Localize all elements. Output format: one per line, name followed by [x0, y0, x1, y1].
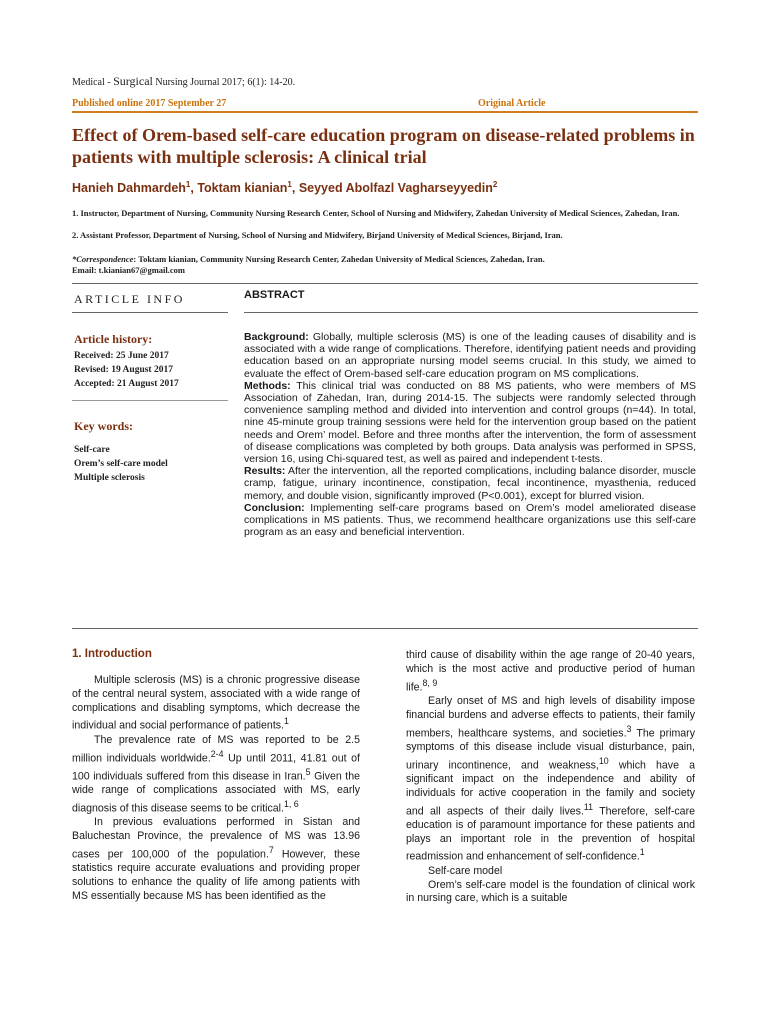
revised-date: Revised: 19 August 2017 [74, 365, 173, 375]
author-name: Seyyed Abolfazl Vagharseyyedin [298, 181, 493, 196]
abstract-conclusion: Conclusion: Implementing self-care programs based on Orem’s model ameliorated disease complications in MS patients. Thus, we recommend healthcare organizations use this self-care program as an easy and beneficial intervention. [244, 501, 696, 539]
affiliation-1: 1. Instructor, Department of Nursing, Community Nursing Research Center, School of Nursing and Midwifery, Zahedan University of Medical Sciences, Zahedan, Iran. [72, 208, 680, 218]
article-history-heading: Article history: [74, 332, 153, 346]
affiliation-2: 2. Assistant Professor, Department of Nursing, School of Nursing and Midwifery, Birjand University of Medical Sciences, Birjand, Iran. [72, 230, 563, 240]
author-list: Hanieh Dahmardeh$^1$, Toktam kianian$^1$, Seyyed Abolfazl Vagharseyyedin$^2$ [72, 180, 498, 196]
keyword: Self-care [74, 445, 110, 455]
publication-row [72, 98, 696, 109]
author-name: Hanieh Dahmardeh [72, 181, 186, 196]
paragraph: Multiple sclerosis (MS) is a chronic progressive disease of the central neural system, associated with a wide range of complications and disabling symptoms, which decrease the individual and social performance of patients.$^1$ [72, 674, 360, 732]
paragraph: Orem’s self-care model is the foundation of clinical work in nursing care, which is a suitable [406, 878, 695, 905]
correspondence-email[interactable]: Email: t.kianian67@gmail.com [72, 265, 185, 275]
abstract-methods: Methods: This clinical trial was conducted on 88 MS patients, who were members of MS Association of Zahedan, Iran, during 2014-15. The subjects were randomly selected through convenience sampling method and divided into intervention and control groups (n=44). In total, nine 45-minute group training sessions were held for the intervention group based on the patient needs and Orem’ model. Before and three months after the intervention, the form of assessment of disease complications was completed by both groups. Data analysis was performed in SPSS, version 16, using Chi-squared test, as well as paired and independent t-tests. [244, 379, 696, 466]
accepted-date: Accepted: 21 August 2017 [74, 379, 179, 389]
divider [72, 312, 228, 313]
article-type: Original Article [478, 98, 546, 109]
paragraph: third cause of disability within the age range of 20-40 years, which is the most active and productive period of human life.$^{8, 9}$ [406, 649, 695, 694]
journal-citation: Medical - Surgical Nursing Journal 2017; 6(1): 14-20. [72, 74, 296, 88]
article-info-heading: ARTICLE INFO [74, 292, 185, 306]
article-title: Effect of Orem-based self-care education program on disease-related problems in patients with multiple sclerosis: A clinical trial [72, 125, 695, 167]
left-column [72, 674, 360, 904]
divider [244, 312, 698, 313]
keyword: Multiple sclerosis [74, 473, 145, 483]
right-column [406, 649, 695, 906]
divider [72, 283, 698, 284]
keywords-heading: Key words: [74, 419, 133, 433]
paragraph: The prevalence rate of MS was reported to be 2.5 million individuals worldwide.$^{2-4}$ Up until 2011, 41.81 out of 100 individuals suffered from this disease in Iran.$^5$ Given the wide range of complications associated with MS, early diagnosis of this disease seems to be critical.$^{1, 6}$ [72, 733, 360, 815]
paragraph: In previous evaluations performed in Sistan and Baluchestan Province, the prevalence of MS was 13.96 cases per 100,000 of the population.$^7$ However, these statistics require accurate evaluations and providing proper solutions to enhance the quality of life among patients with MS essentially because MS has been identified as the [72, 816, 360, 902]
author-name: Toktam kianian [197, 181, 288, 196]
published-date: Published online 2017 September 27 [72, 98, 227, 109]
abstract-body [244, 331, 696, 538]
divider [72, 400, 228, 401]
paragraph: Early onset of MS and high levels of disability impose financial burdens and adverse effects to patients, their family members, healthcare systems, and societies.$^3$ The primary symptoms of this disease include visual disturbance, pain, urinary incontinence, and weakness,$^{10}$ which have a significant impact on the independence and ability of individuals for active cooperation in the family and society and all aspects of their daily lives.$^{11}$ Therefore, self-care education is of paramount importance for these patients and plays an important role in the prevention of hospital readmission and enhancement of self-confidence.$^1$ [406, 694, 696, 864]
abstract-results: Results: After the intervention, all the reported complications, including balance disorder, muscle cramp, fatigue, urinary incontinence, constipation, fecal incontinence, myasthenia, reduced memory, and double vision, significantly improved (P<0.001), except for blurred vision. [244, 465, 696, 502]
abstract-background: Background: Globally, multiple sclerosis (MS) is one of the leading causes of disability and is associated with a wide range of complications. Therefore, identifying patient needs and providing education based on an appropriate nursing model seems crucial. In this study, we aimed to evaluate the effect of Orem-based self-care education program on MS complications. [244, 331, 696, 380]
abstract-heading: ABSTRACT [244, 289, 305, 301]
section-heading: 1. Introduction [72, 648, 152, 660]
divider [72, 628, 698, 629]
keyword: Orem’s self-care model [74, 459, 168, 469]
header-divider [72, 111, 698, 113]
subheading: Self-care model [428, 864, 503, 877]
received-date: Received: 25 June 2017 [74, 351, 169, 361]
correspondence: *Correspondence: Toktam kianian, Community Nursing Research Center, Zahedan University of Medical Sciences, Zahedan, Iran. Email: t.kianian67@gmail.com [72, 254, 545, 275]
